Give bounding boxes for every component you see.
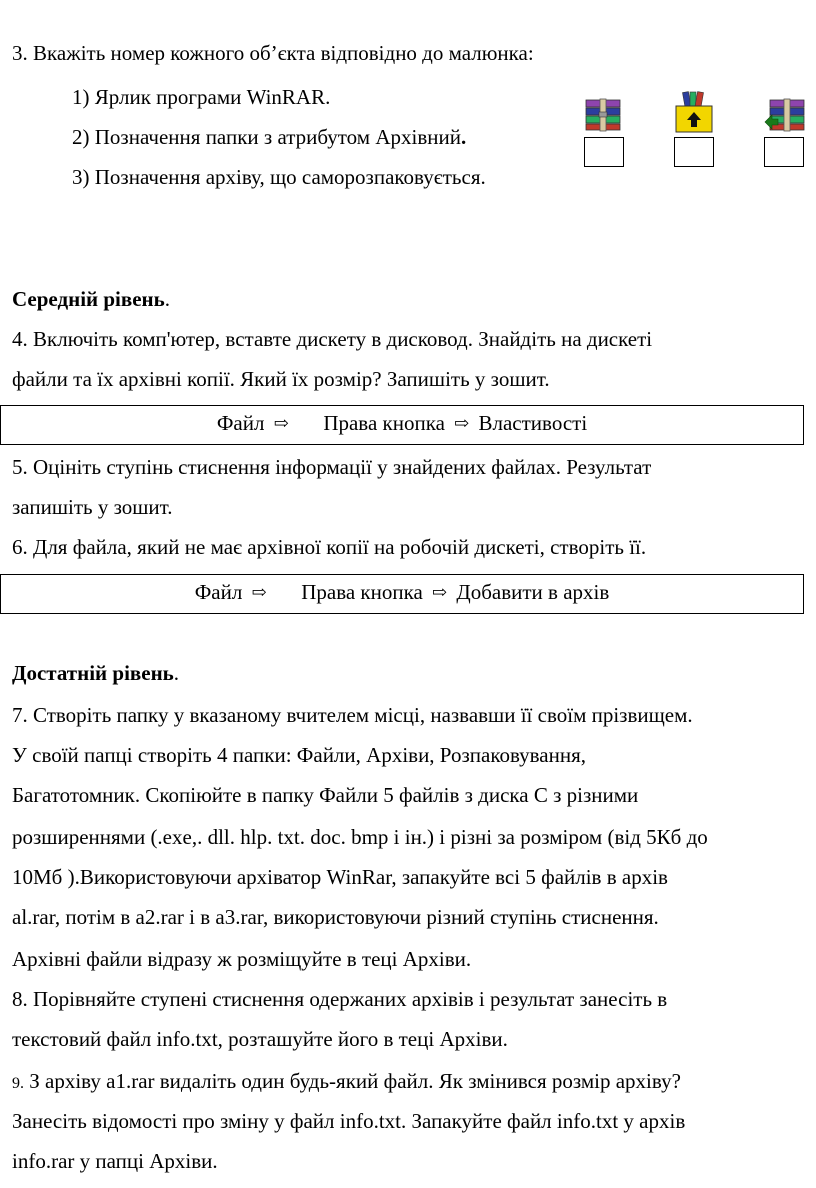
q7-line: Архівні файли відразу ж розміщуйте в теці Архіви. [12, 947, 472, 971]
box2-add-to-archive: Добавити в архів [456, 580, 610, 604]
q4-line-1: 4. Включіть комп'ютер, вставте дискету в дисковод. Знайдіть на дискеті [12, 327, 653, 351]
q8-line: 8. Порівняйте ступені стиснення одержаних архівів і результат занесіть в [12, 987, 668, 1011]
winrar-archive-icon [582, 96, 626, 132]
box1-properties: Властивості [478, 411, 588, 435]
arrow-right-icon: ⇨ [432, 582, 448, 602]
answer-box-2[interactable] [674, 137, 714, 167]
q7-line: al.rar, потім в a2.rar і в a3.rar, використовуючи різний ступінь стиснення. [12, 905, 659, 929]
instruction-box-properties [0, 405, 804, 445]
q3-item-3: 3) Позначення архіву, що саморозпаковується. [72, 165, 486, 189]
q5-line-1: 5. Оцініть ступінь стиснення інформації у знайдених файлах. Результат [12, 455, 652, 479]
sufficient-heading: Достатній рівень. [12, 661, 180, 685]
q7-line: 10Мб ).Використовуючи архіватор WinRar, запакуйте всі 5 файлів в архів [12, 865, 668, 889]
box1-right-button: Права кнопка [323, 411, 445, 435]
q3-item-1: 1) Ярлик програми WinRAR. [72, 85, 331, 109]
medium-heading: Середній рівень. [12, 287, 171, 311]
q9-line: info.rar у папці Архіви. [12, 1149, 218, 1173]
q9-number: 9. [12, 1075, 24, 1092]
q7-line: У своїй папці створіть 4 папки: Файли, Архіви, Розпаковування, [12, 743, 586, 767]
box2-right-button: Права кнопка [301, 580, 423, 604]
answer-box-3[interactable] [764, 137, 804, 167]
q3-title: 3. Вкажіть номер кожного об’єкта відповідно до малюнка: [12, 41, 534, 65]
q9-line: Занесіть відомості про зміну у файл info.txt. Запакуйте файл info.txt у архів [12, 1109, 686, 1133]
instruction-box-add-archive [0, 574, 804, 614]
q3-item-2: 2) Позначення папки з атрибутом Архівний. [72, 125, 467, 149]
q7-line: 7. Створіть папку у вказаному вчителем місці, назвавши її своїм прізвищем. [12, 703, 693, 727]
arrow-right-icon: ⇨ [251, 582, 267, 602]
q5-line-2: запишіть у зошит. [12, 495, 173, 519]
arrow-right-icon: ⇨ [273, 413, 289, 433]
q6-line-1: 6. Для файла, який не має архівної копії на робочій дискеті, створіть її. [12, 535, 647, 559]
box2-file: Файл [194, 580, 243, 604]
q7-line: Багатотомник. Скопіюйте в папку Файли 5 файлів з диска С з різними [12, 783, 639, 807]
q7-line: розширеннями (.exe,. dll. hlp. txt. doc. bmp і ін.) і різні за розміром (від 5Кб до [12, 825, 708, 849]
q4-line-2: файли та їх архівні копії. Який їх розмір? Запишіть у зошит. [12, 367, 550, 391]
winrar-shortcut-icon [764, 96, 808, 132]
answer-box-1[interactable] [584, 137, 624, 167]
archive-folder-icon [672, 90, 716, 134]
arrow-right-icon: ⇨ [454, 413, 470, 433]
q9-line: 9. З архіву а1.rar видаліть один будь-який файл. Як змінився розмір архіву? [12, 1069, 681, 1093]
q8-line: текстовий файл info.txt, розташуйте його в теці Архіви. [12, 1027, 508, 1051]
box1-file: Файл [216, 411, 265, 435]
